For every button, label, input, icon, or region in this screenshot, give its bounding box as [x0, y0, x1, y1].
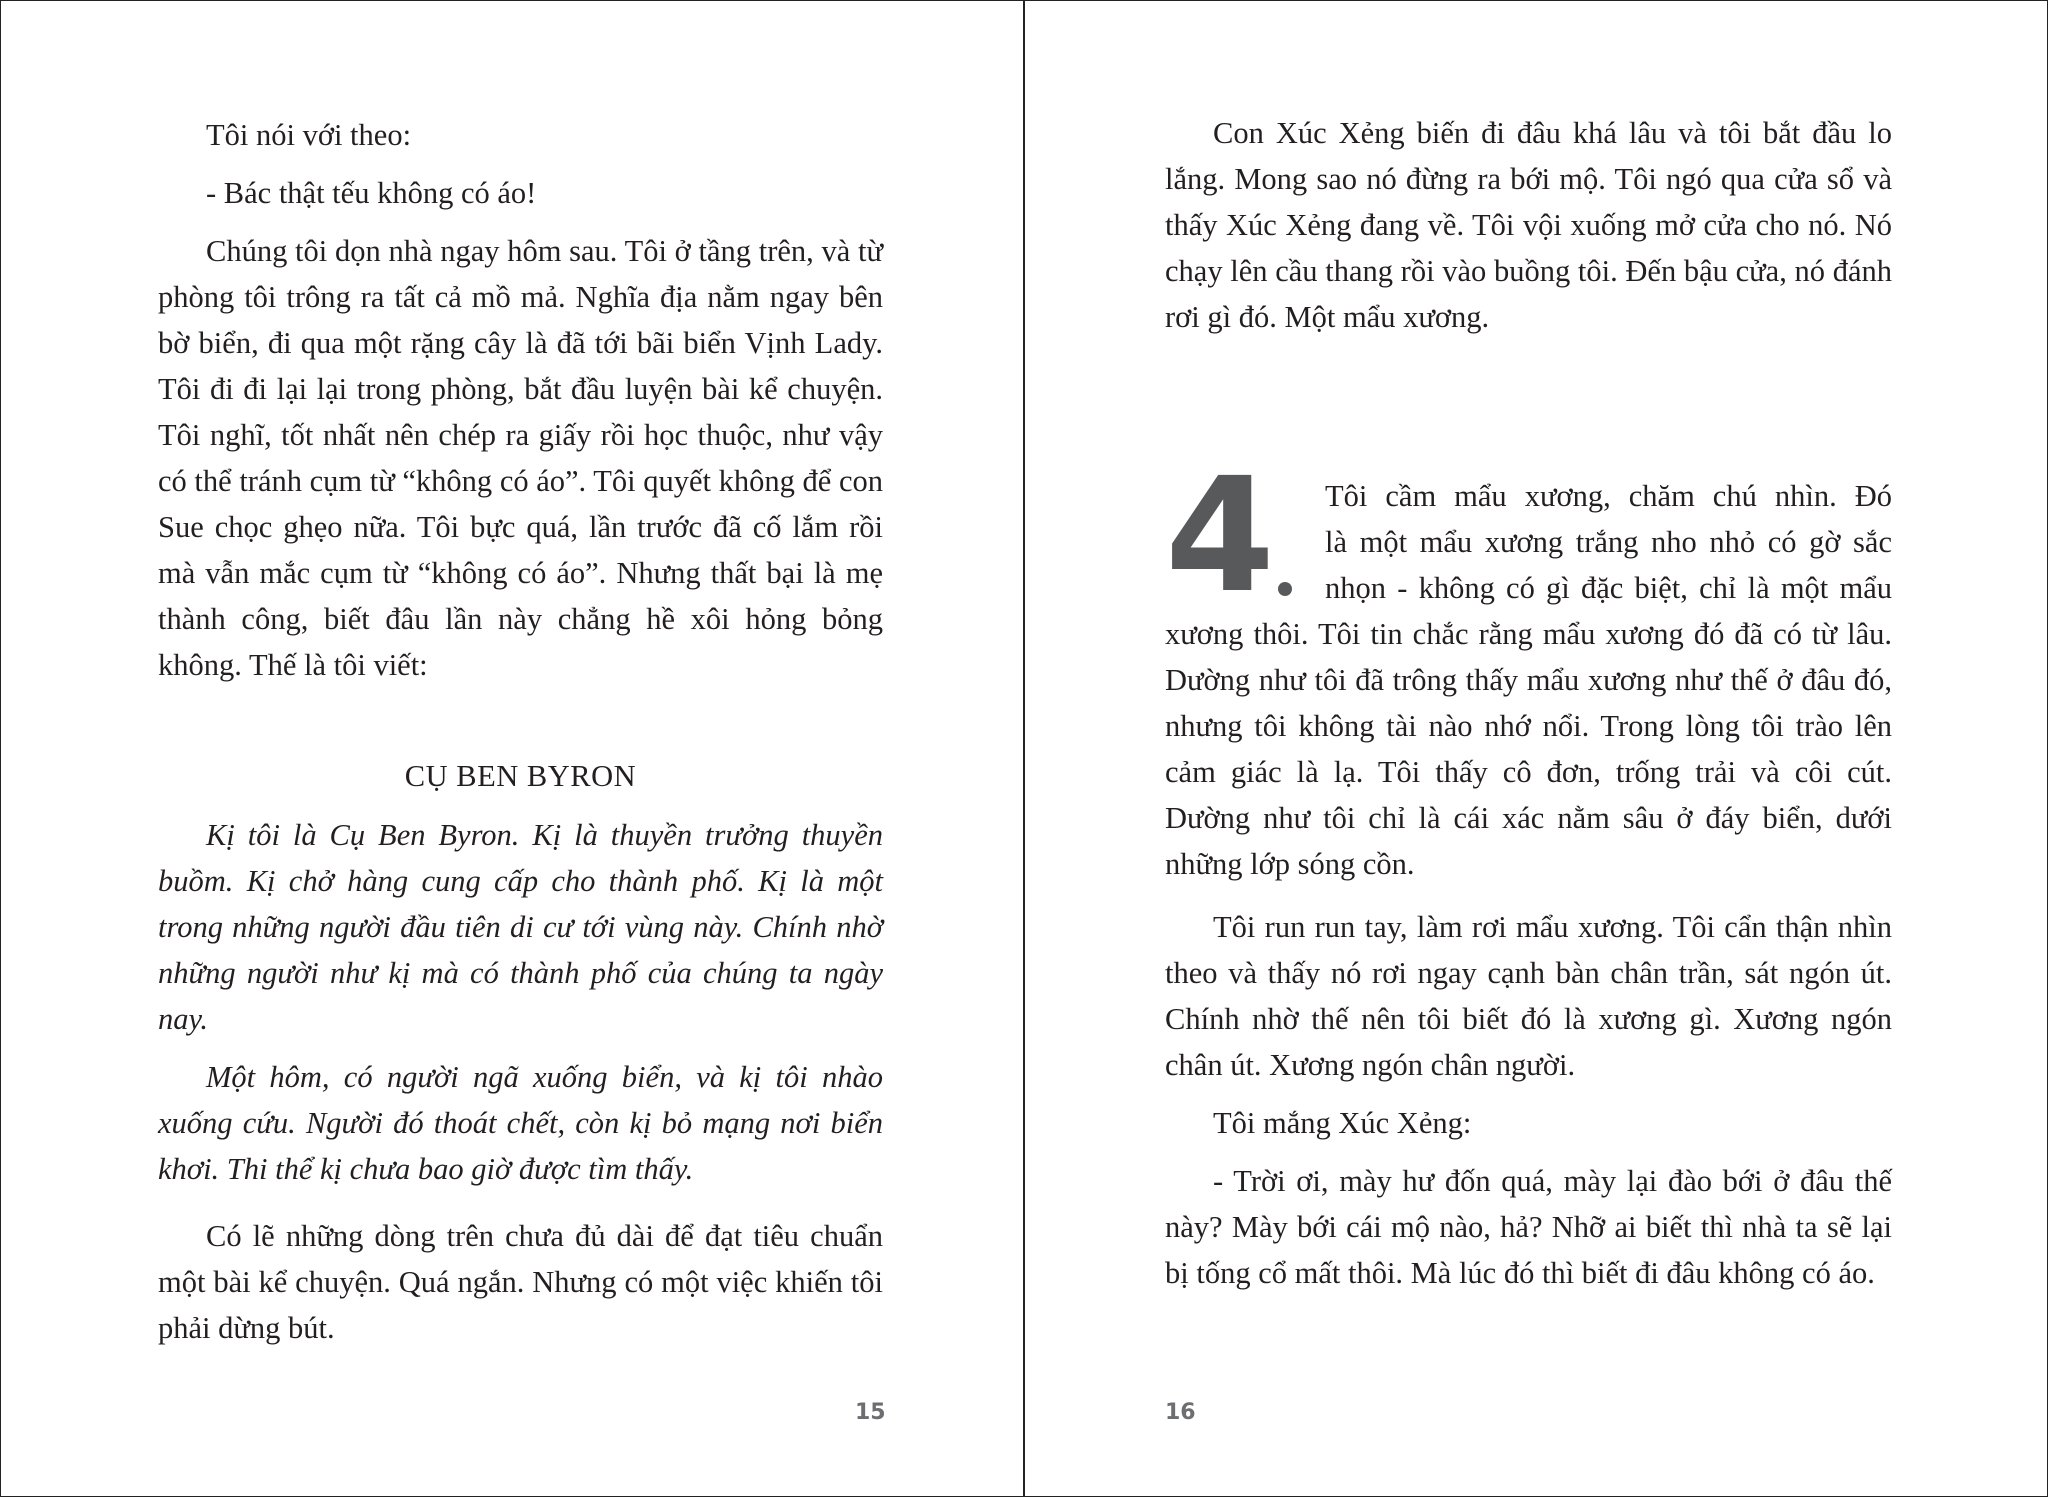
story-text	[158, 812, 883, 1192]
story-title: CỤ BEN BYRON	[404, 759, 637, 793]
left-page	[0, 0, 1023, 1497]
paragraph: - Trời ơi, mày hư đốn quá, mày lại đào bới ở đâu thế này? Mày bới cái mộ nào, hả? Nhỡ ai biết thì nhà ta sẽ lại bị tống cổ mất thôi. Mà lúc đó thì biết đi đâu không có áo.	[1165, 1164, 1892, 1290]
closing-text	[158, 1213, 883, 1351]
right-body-text	[1165, 110, 1892, 340]
paragraph: Tôi nói với theo:	[206, 118, 412, 152]
paragraph: Con Xúc Xẻng biến đi đâu khá lâu và tôi bắt đầu lo lắng. Mong sao nó đừng ra bới mộ. Tôi ngó qua cửa sổ và thấy Xúc Xẻng đang về. Tôi vội xuống mở cửa cho nó. Nó chạy lên cầu thang rồi vào buồng tôi. Đến bậu cửa, nó đánh rơi gì đó. Một mẩu xương.	[1165, 116, 1892, 334]
chapter-number: 4	[1165, 444, 1275, 628]
chapter-line: Tôi cầm mẩu xương, chăm chú nhìn. Đó	[1325, 479, 1892, 513]
chapter-rest: xương thôi. Tôi tin chắc rằng mẩu xương đó đã có từ lâu. Dường như tôi đã trông thấy mẩu xương như thế ở đâu đó, nhưng tôi không tài nào nhớ nổi. Trong lòng tôi trào lên cảm giác là lạ. Tôi thấy cô đơn, trống trải và côi cút. Dường như tôi chỉ là cái xác nằm sâu ở đáy biển, dưới những lớp sóng cồn.	[1165, 617, 1892, 881]
page-number: 15	[855, 1400, 886, 1425]
right-page	[1025, 0, 2048, 1497]
paragraph: - Bác thật tếu không có áo!	[206, 176, 537, 210]
right-body-text-2	[1165, 904, 1892, 1296]
chapter-line: là một mẩu xương trắng nho nhỏ có gờ sắc	[1325, 525, 1892, 559]
paragraph: Chúng tôi dọn nhà ngay hôm sau. Tôi ở tầng trên, và từ phòng tôi trông ra tất cả mồ mả. Nghĩa địa nằm ngay bên bờ biển, đi qua một rặng cây là đã tới bãi biển Vịnh Lady. Tôi đi đi lại lại trong phòng, bắt đầu luyện bài kể chuyện. Tôi nghĩ, tốt nhất nên chép ra giấy rồi học thuộc, như vậy có thể tránh cụm từ “không có áo”. Tôi quyết không để con Sue chọc ghẹo nữa. Tôi bực quá, lần trước đã cố lắm rồi mà vẫn mắc cụm từ “không có áo”. Nhưng thất bại là mẹ thành công, biết đâu lần này chẳng hề xôi hỏng bỏng không. Thế là tôi viết:	[158, 234, 883, 682]
story-paragraph: Kị tôi là Cụ Ben Byron. Kị là thuyền trưởng thuyền buồm. Kị chở hàng cung cấp cho thành phố. Kị là một trong những người đầu tiên di cư tới vùng này. Chính nhờ những người như kị mà có thành phố của chúng ta ngày nay.	[158, 818, 883, 1036]
paragraph: Có lẽ những dòng trên chưa đủ dài để đạt tiêu chuẩn một bài kể chuyện. Quá ngắn. Nhưng có một việc khiến tôi phải dừng bút.	[158, 1219, 883, 1345]
chapter-line: nhọn - không có gì đặc biệt, chỉ là một mẩu	[1325, 571, 1892, 605]
left-body-text	[158, 112, 883, 688]
paragraph: Tôi run run tay, làm rơi mẩu xương. Tôi cẩn thận nhìn theo và thấy nó rơi ngay cạnh bàn chân trần, sát ngón út. Chính nhờ thế nên tôi biết đó là xương gì. Xương ngón chân út. Xương ngón chân người.	[1165, 910, 1892, 1082]
paragraph: Tôi mắng Xúc Xẻng:	[1213, 1106, 1472, 1140]
story-paragraph: Một hôm, có người ngã xuống biển, và kị tôi nhào xuống cứu. Người đó thoát chết, còn kị bỏ mạng nơi biển khơi. Thi thể kị chưa bao giờ được tìm thấy.	[158, 1060, 883, 1186]
chapter-opening-text	[1165, 473, 1892, 887]
page-number: 16	[1165, 1400, 1196, 1425]
